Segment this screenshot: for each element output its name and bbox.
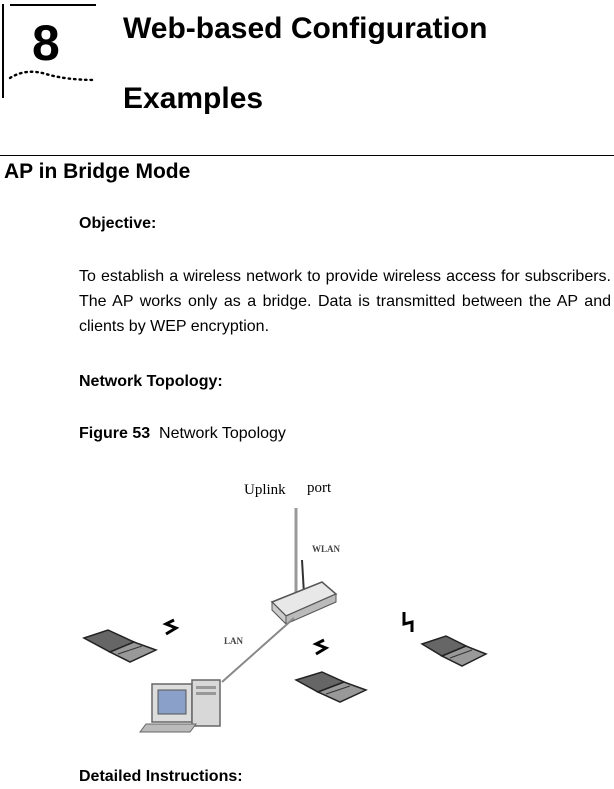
topology-heading: Network Topology: bbox=[79, 373, 223, 390]
chapter-title-line1: Web-based Configuration bbox=[123, 12, 488, 45]
laptop-center-icon bbox=[296, 672, 366, 702]
wireless-signal-icon-left bbox=[166, 620, 176, 634]
figure-number: Figure 53 bbox=[79, 425, 151, 442]
network-topology-diagram bbox=[74, 472, 494, 734]
chapter-box-top-border bbox=[10, 4, 96, 6]
port-label: port bbox=[307, 480, 332, 496]
lan-label: LAN bbox=[224, 636, 244, 646]
section-divider bbox=[0, 155, 614, 156]
wlan-label: WLAN bbox=[312, 544, 341, 554]
chapter-title bbox=[123, 0, 487, 134]
wireless-signal-icon-right bbox=[404, 612, 412, 632]
chapter-title-line2: Examples bbox=[123, 82, 264, 115]
desktop-computer-icon bbox=[140, 680, 220, 732]
chapter-box-left-border bbox=[2, 4, 4, 98]
figure-title: Network Topology bbox=[159, 425, 286, 442]
access-point-icon bbox=[272, 560, 336, 624]
objective-text: To establish a wireless network to provide wireless access for subscribers. The AP works only as a bridge. Data is transmitted between the AP and clients by WEP encryption. bbox=[79, 268, 611, 335]
wireless-signal-icon-center bbox=[316, 640, 326, 654]
chapter-dotted-curve bbox=[6, 64, 100, 86]
laptop-left-icon bbox=[84, 630, 156, 662]
laptop-right-icon bbox=[422, 636, 486, 666]
objective-heading: Objective: bbox=[79, 215, 157, 232]
chapter-number: 8 bbox=[32, 15, 60, 71]
chapter-number-box bbox=[2, 4, 94, 96]
uplink-label: Uplink bbox=[244, 482, 286, 498]
section-title: AP in Bridge Mode bbox=[4, 160, 191, 183]
instructions-heading: Detailed Instructions: bbox=[79, 768, 243, 785]
figure-caption bbox=[79, 421, 611, 446]
lan-cable bbox=[222, 618, 294, 682]
